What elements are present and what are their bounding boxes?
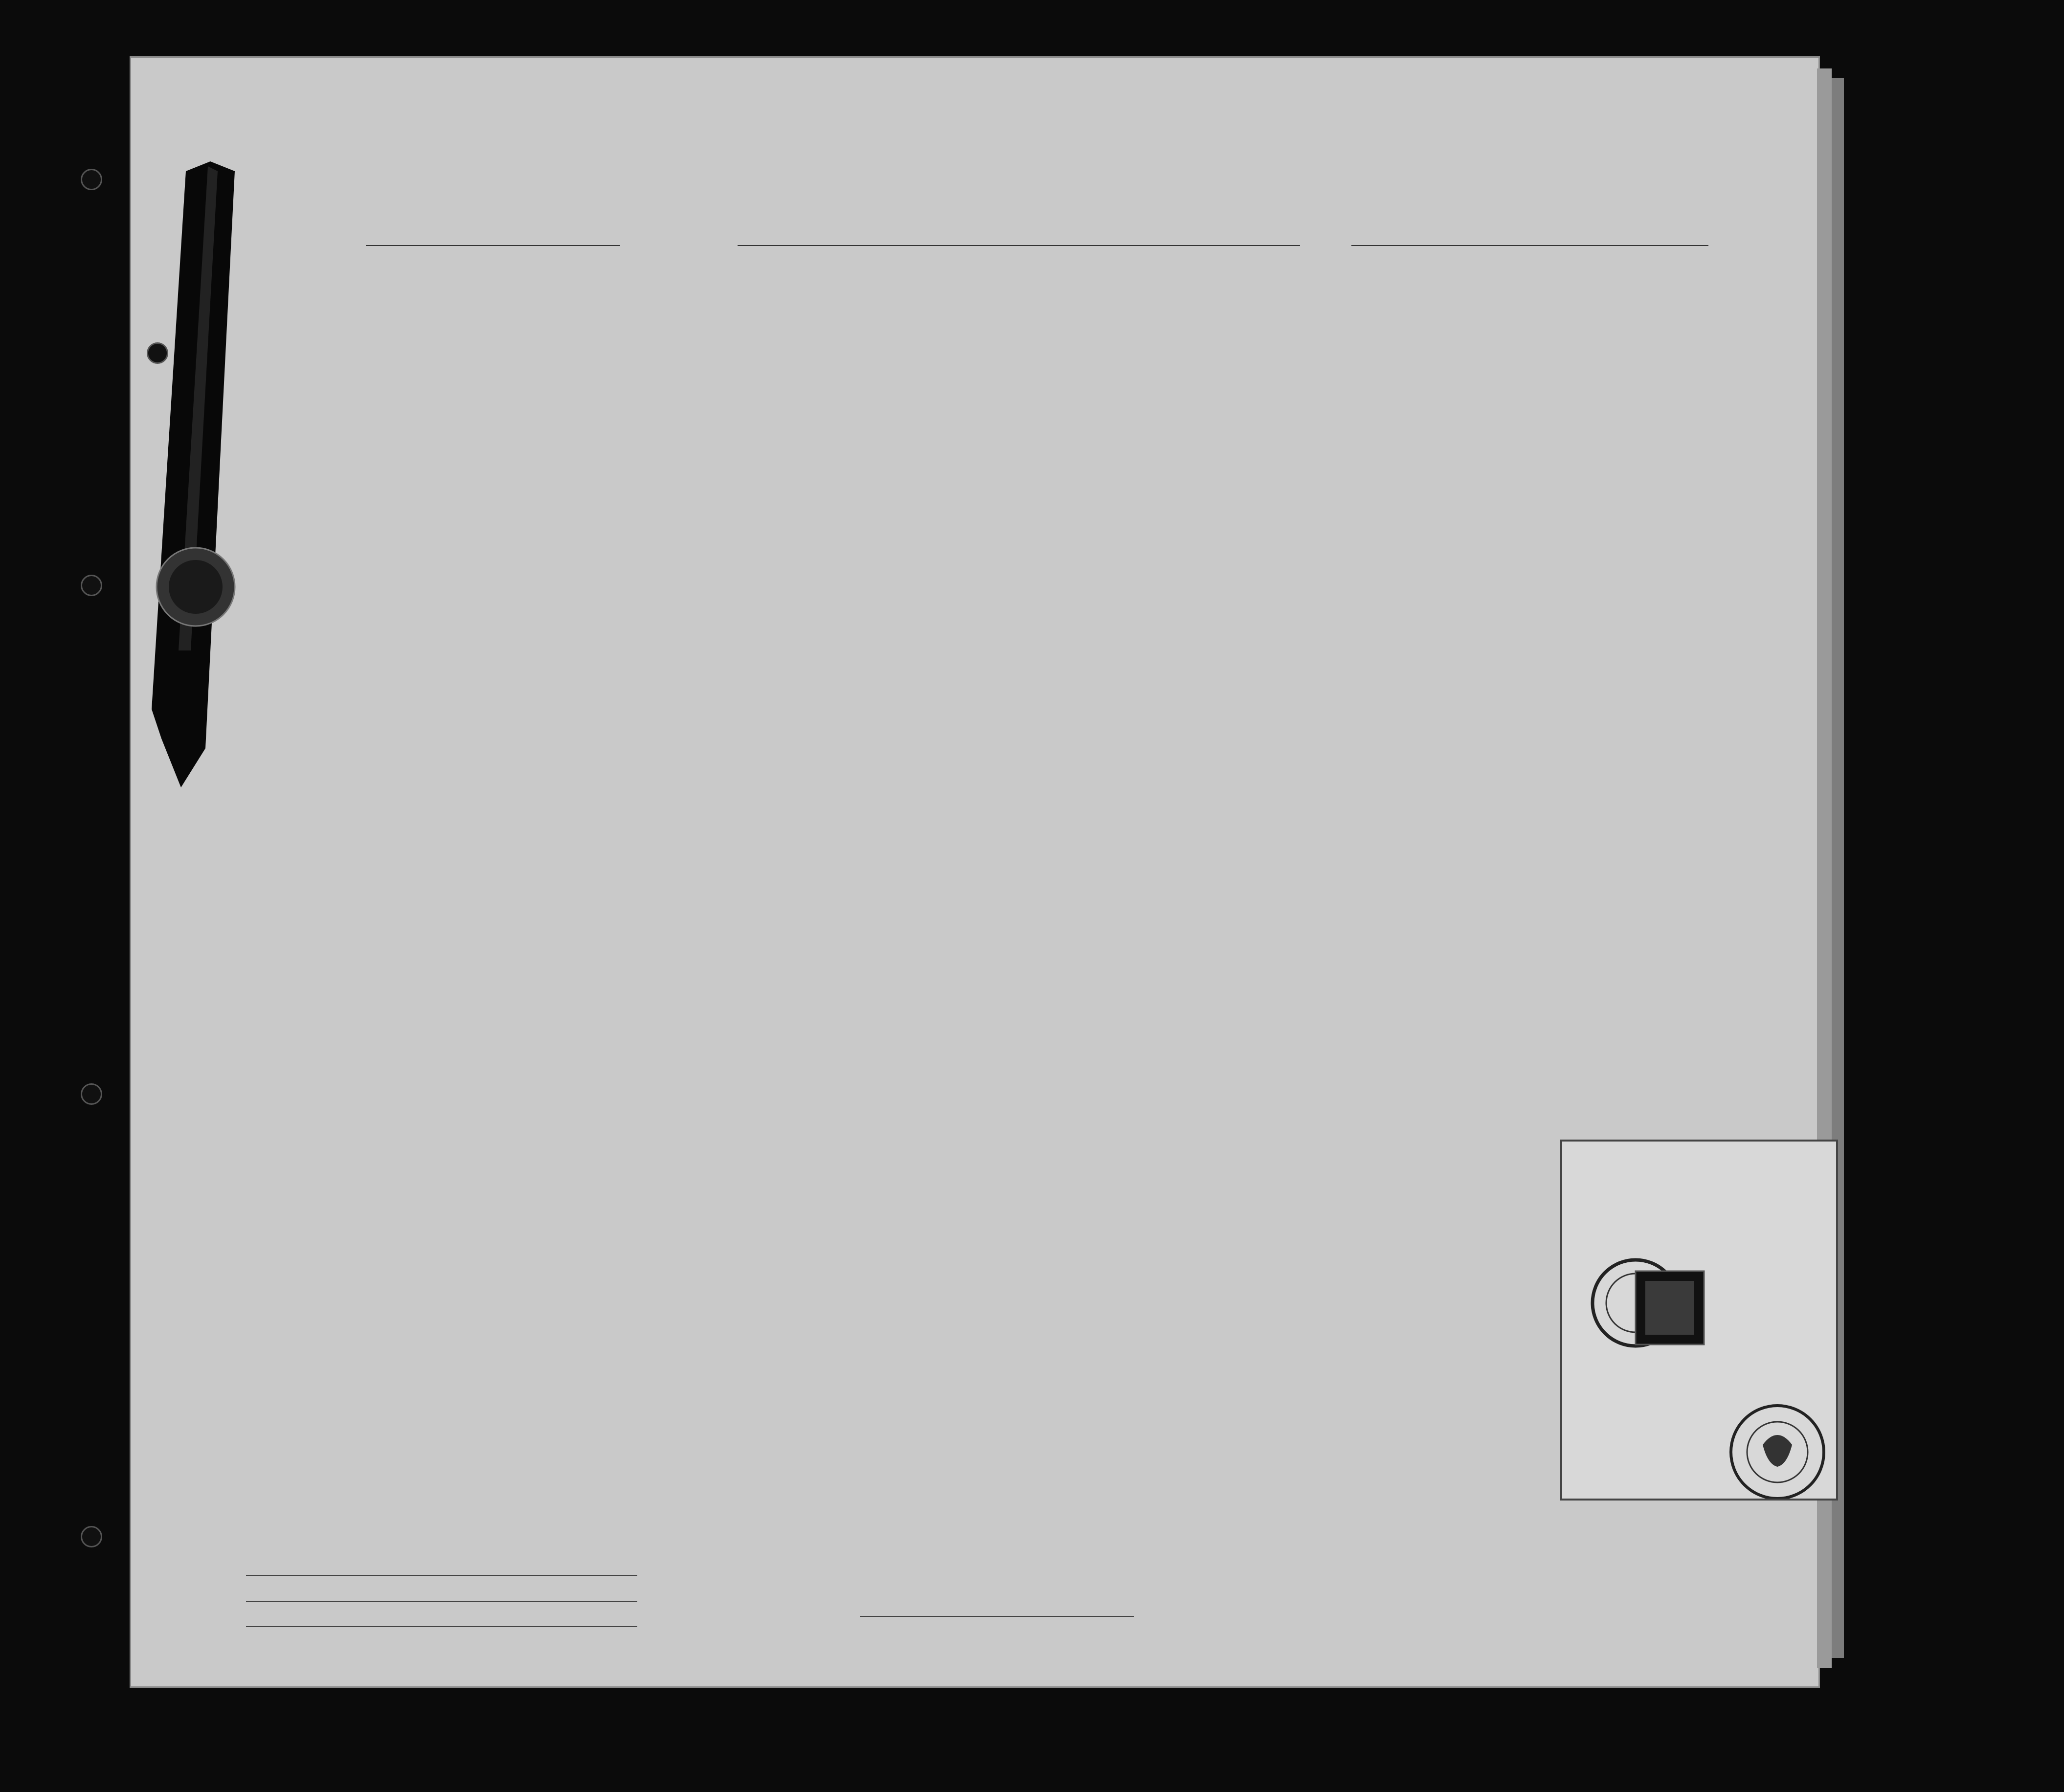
binder-hole bbox=[81, 1083, 102, 1105]
consular-certificate bbox=[1560, 1140, 1838, 1501]
ribbon-seal bbox=[132, 161, 245, 797]
binder-hole bbox=[81, 1526, 102, 1547]
binder-hole bbox=[81, 169, 102, 190]
consular-stamps bbox=[1562, 1142, 1836, 1499]
binder-hole bbox=[81, 575, 102, 596]
foil-seal bbox=[130, 489, 262, 685]
